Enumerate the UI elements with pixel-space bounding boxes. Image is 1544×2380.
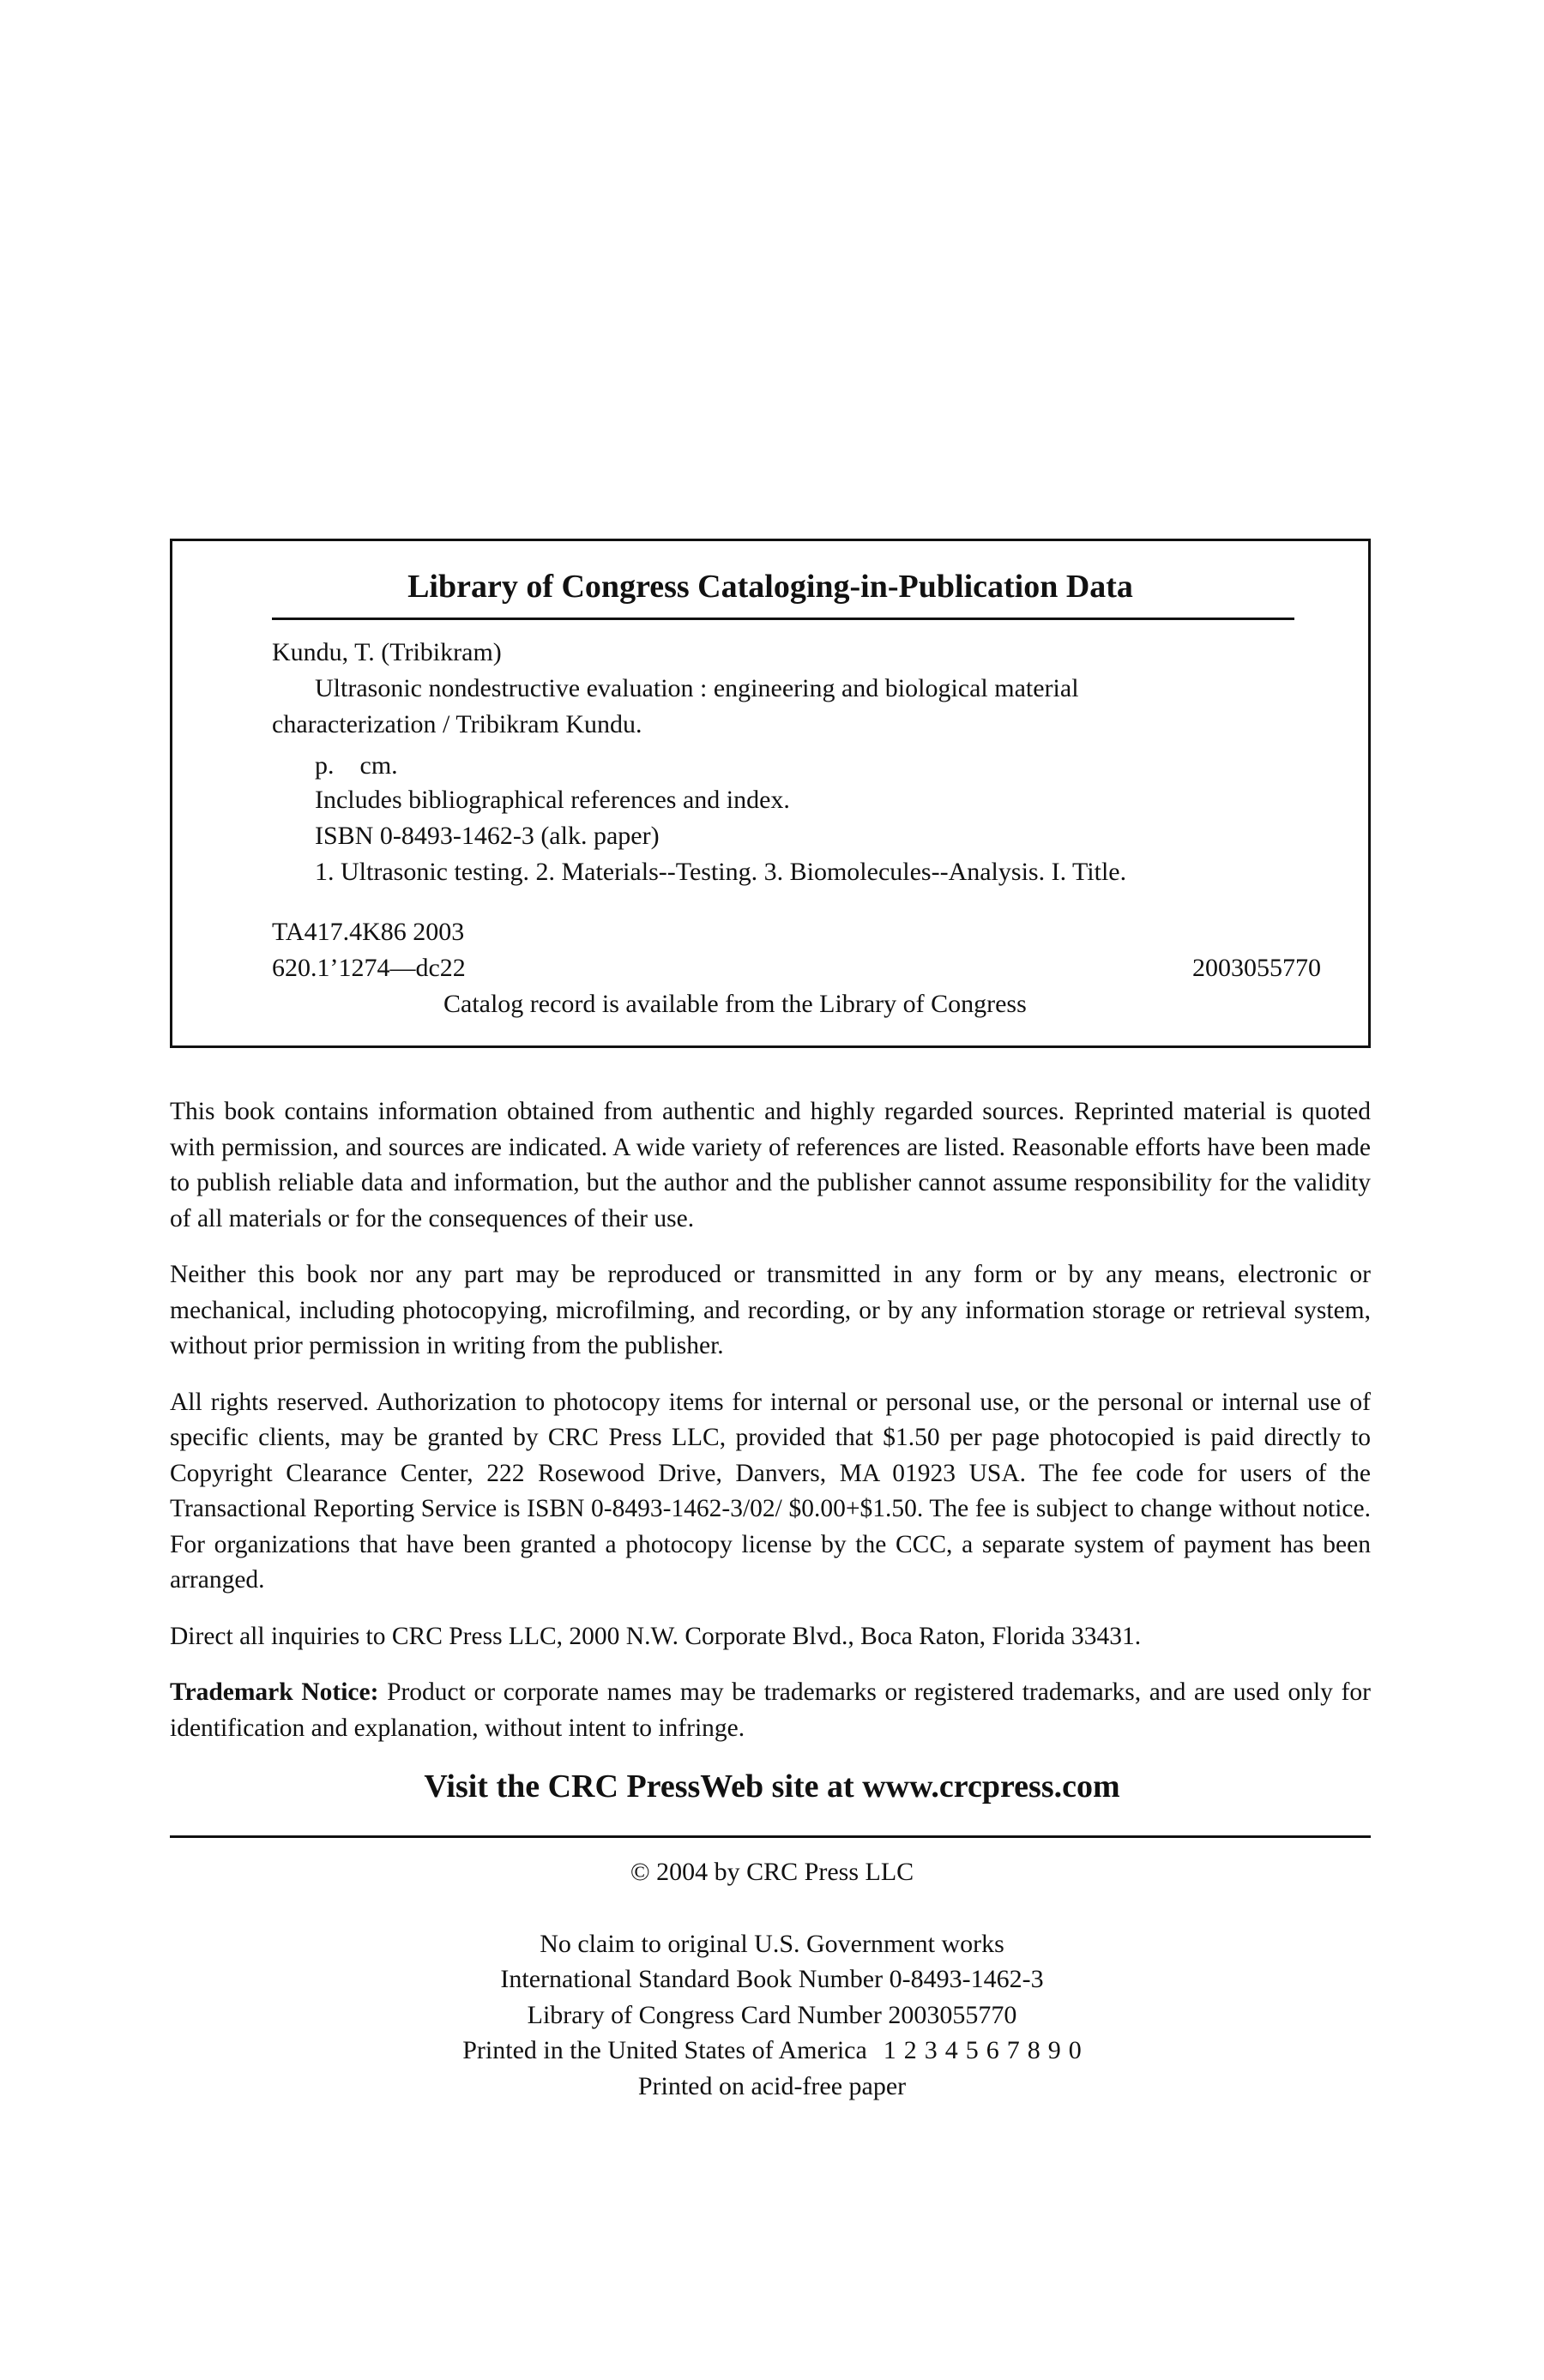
website-line: Visit the CRC PressWeb site at www.crcpress.com [424, 1768, 1120, 1805]
cip-physical-description [315, 749, 398, 783]
credits-rule [170, 1835, 1371, 1838]
printer-key-digit: 1 [883, 2036, 896, 2064]
printer-key-digit: 2 [903, 2036, 917, 2064]
cip-ddc-number: 620.1’1274—dc22 [272, 954, 466, 982]
government-works-line: No claim to original U.S. Government works [540, 1929, 1004, 1958]
printer-key-digit: 0 [1068, 2036, 1082, 2064]
isbn-line: International Standard Book Number 0-8493-1462-3 [500, 1965, 1044, 1993]
printer-key-digit: 7 [1006, 2036, 1020, 2064]
cip-author: Kundu, T. (Tribikram) [272, 638, 502, 666]
lccn-line: Library of Congress Card Number 2003055770 [527, 2000, 1017, 2029]
cip-title-line-1: Ultrasonic nondestructive evaluation : engineering and biological material [315, 674, 1079, 702]
printer-key-digit: 3 [924, 2036, 938, 2064]
printed-in-text: Printed in the United States of America [462, 2036, 867, 2064]
notice-reproduction: Neither this book nor any part may be reproduced or transmitted in any form or by any means, electronic or mechanical, including photocopying, microfilming, and recording, or by any information storage or retrieval system, without prior permission in writing from the publisher. [170, 1261, 1371, 1359]
printer-key [876, 2033, 1082, 2069]
trademark-text: Product or corporate names may be trademarks or registered trademarks, and are used only for identification and explanation, without intent to infringe. [170, 1678, 1371, 1742]
notice-sources: This book contains information obtained from authentic and highly regarded sources. Reprinted material is quoted with permission, and sources are indicated. A wide variety of references are listed. Reasonable efforts have been made to publish reliable data and information, but the author and the publisher cannot assume responsibility for the validity of all materials or for the consequences of their use. [170, 1098, 1371, 1232]
cip-data-box [170, 539, 1371, 1048]
printer-key-digit: 6 [986, 2036, 999, 2064]
acid-free-line: Printed on acid-free paper [637, 2071, 907, 2100]
legal-notices [170, 1094, 1371, 1767]
cip-heading-rule [272, 618, 1294, 620]
printer-key-digit: 9 [1047, 2036, 1061, 2064]
printer-key-digit: 5 [965, 2036, 979, 2064]
cip-catalog-note: Catalog record is available from the Library of Congress [443, 990, 1027, 1018]
cip-heading: Library of Congress Cataloging-in-Publication Data [407, 569, 1133, 605]
notice-inquiries: Direct all inquiries to CRC Press LLC, 2000 N.W. Corporate Blvd., Boca Raton, Florida 33431. [170, 1622, 1142, 1650]
publication-credits [0, 1854, 1544, 2104]
cip-subjects: 1. Ultrasonic testing. 2. Materials--Testing. 3. Biomolecules--Analysis. I. Title. [315, 858, 1127, 886]
cip-lcc-number: TA417.4K86 2003 [272, 918, 465, 946]
printer-key-digit: 8 [1027, 2036, 1040, 2064]
notice-trademark [170, 1675, 1371, 1746]
cip-isbn: ISBN 0-8493-1462-3 (alk. paper) [315, 822, 660, 850]
printer-key-digit: 4 [944, 2036, 958, 2064]
cip-title-line-2: characterization / Tribikram Kundu. [272, 710, 642, 738]
notice-rights-reserved: All rights reserved. Authorization to photocopy items for internal or personal use, or the personal or internal use of specific clients, may be granted by CRC Press LLC, provided that $1.50 per page photocopied is paid directly to Copyright Clearance Center, 222 Rosewood Drive, Danvers, MA 01923 USA. The fee code for users of the Transactional Reporting Service is ISBN 0-8493-1462-3/02/ $0.00+$1.50. The fee is subject to change without notice. For organizations that have been granted a photocopy license by the CCC, a separate system of payment has been arranged. [170, 1388, 1371, 1594]
cip-includes-note: Includes bibliographical references and index. [315, 786, 790, 814]
cip-lccn: 2003055770 [1192, 954, 1321, 982]
trademark-label: Trademark Notice: [170, 1678, 379, 1706]
cip-physical-text: p. cm. [315, 751, 398, 780]
printed-in-line [0, 2033, 1544, 2069]
copyright-line: © 2004 by CRC Press LLC [630, 1858, 914, 1886]
